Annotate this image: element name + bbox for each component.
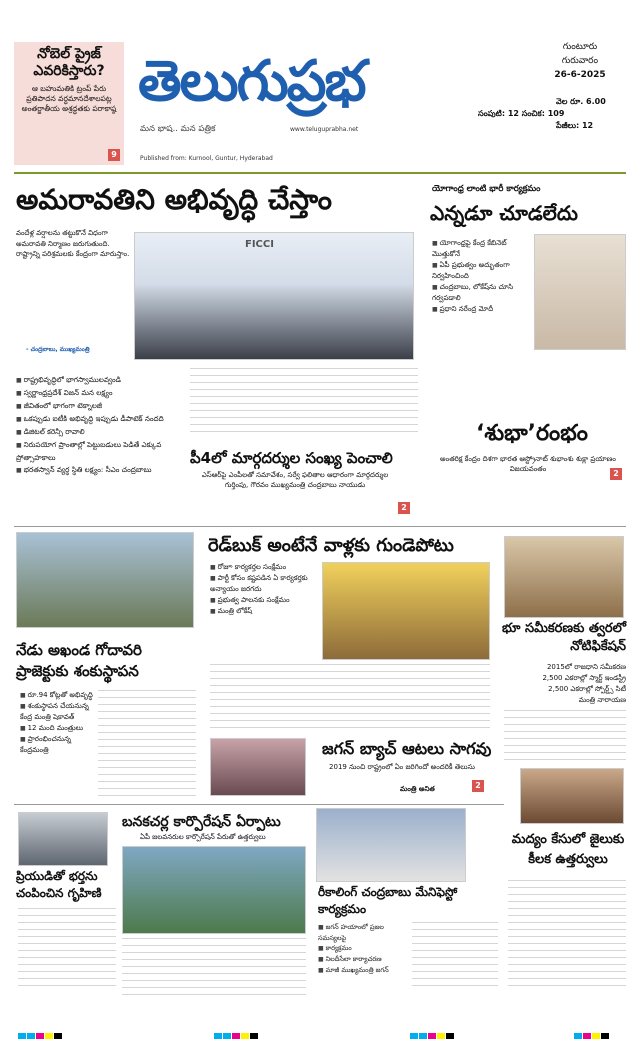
shubha-headline[interactable]: ‘శుభా’రంభం [476, 421, 588, 446]
priyudu-photo [18, 812, 108, 866]
modi-photo [534, 234, 626, 350]
land-body [504, 710, 626, 760]
redbook-headline[interactable]: రెడ్‌బుక్ అంటేనే వాళ్లకు గుండెపోటు [208, 535, 454, 556]
lead-bullet: ■ రాష్ట్రభివృద్ధిలో భాగస్వాములవ్వండి [16, 374, 186, 387]
godavari-bullet: ■ శంకుస్థాపన చేయనున్న కేంద్ర మంత్రి షెకావత్ [20, 701, 94, 723]
lead-quote-by: - చంద్రబాబు, ముఖ్యమంత్రి [26, 346, 90, 353]
godavari-body [98, 690, 196, 802]
lead-bullet: ■ జీవితంలో భాగంగా టెక్నాలజీ [16, 400, 186, 413]
section-rule [14, 526, 626, 527]
teaser-text: ఆ బహుమతికి ట్రంప్ పేరు ప్రతిపాదన వర్ధమానదేశాలపట్ల అంతర్జాతీయ అశ్రద్ధతకు పరాకాష్ఠ [21, 84, 117, 113]
section-rule-2 [14, 804, 504, 805]
published-line: Published from: Kurnool, Guntur, Hyderabad [140, 155, 273, 162]
redbook-bullet: ■ పార్టీ కోసం కష్టపడిన ఏ కార్యకర్తకు అన్యాయం జరగదు [210, 573, 320, 595]
redbook-bullets [210, 562, 320, 617]
dam-photo [122, 846, 306, 934]
redbook-photo [322, 562, 490, 660]
volume: సంపుటి: 12 సంచిక: 109 [478, 109, 565, 118]
price-block [478, 96, 640, 132]
land-line: మంత్రి నారాయణ [578, 696, 626, 704]
recalling-bullet: ■ జగన్ హయాంలో ప్రజల సమస్యలపై [318, 922, 408, 943]
lead-bullets [16, 374, 186, 477]
shubha-text: అంతరిక్ష కేంద్రం దిశగా భారత ఆస్ట్రోనాట్ శుభాంశు శుక్లా ప్రయాణం విజయవంతం [440, 455, 616, 473]
land-line: 2,500 ఎకరాల్లో స్పోర్ట్స్ సిటీ [548, 685, 626, 693]
liquor-body [508, 880, 626, 992]
tagline: మన భాష.. మన పత్రిక [140, 124, 216, 134]
lead-body-text [190, 368, 418, 438]
land-line: 2015లో రాజధాని సమీకరణ [546, 663, 626, 671]
p4-headline[interactable]: పీ4లో మార్గదర్శుల సంఖ్య పెంచాలి [190, 449, 393, 467]
day: గురువారం [561, 56, 599, 66]
lead-bullet: ■ భరతస్వాన్ వ్యర్థ స్థితి లక్ష్యం: సీఎం చంద్రబాబు [16, 464, 186, 477]
logo: తెలుగుప్రభ [138, 49, 365, 114]
liquor-headline[interactable]: మద్యం కేసులో జైలుకు కీలక ఉత్తర్వులు [511, 832, 625, 867]
recalling-headline[interactable]: రీకాలింగ్ చంద్రబాబు మేనిఫెస్టో కార్యక్రమం [318, 885, 458, 916]
teaser-box[interactable] [14, 42, 124, 165]
redbook-bullet: ■ మంత్రి లోకేష్ [210, 606, 320, 617]
modi-bullets [432, 238, 532, 315]
banakacherla-sub: ఏపీ జలవనరుల కార్పొరేషన్ పేరుతో ఉత్తర్వులు [140, 833, 266, 841]
teaser-title: నోబెల్ ప్రైజ్ ఎవరికిస్తారు? [33, 46, 105, 79]
jagan-by: మంత్రి అనిత [400, 785, 435, 793]
priyudu-headline[interactable]: ప్రియుడితో భర్తను చంపించిన గృహిణి [16, 869, 102, 900]
pages: పేజీలు: 12 [556, 121, 594, 130]
anitha-photo [210, 738, 306, 796]
modi-bullet: ■ యోగాంధ్రపై కేంద్ర కేబినెట్ మొత్తుకోనే [432, 238, 532, 260]
redbook-bullet: ■ ప్రభుత్వ పాలనకు సంక్షేమం [210, 595, 320, 606]
modi-headline[interactable]: ఎన్నడూ చూడలేదు [430, 201, 578, 225]
godavari-headline[interactable]: నేడు అఖండ గోదావరి ప్రాజెక్టుకు శంకుస్థాపన [16, 641, 142, 680]
lead-photo [134, 232, 414, 360]
ficci-label: FICCI [245, 239, 274, 250]
city: గుంటూరు [562, 42, 598, 52]
teaser-page: 9 [108, 149, 120, 161]
lead-bullet: ■ డిజిటల్ కరెన్సీ రావాలి [16, 426, 186, 439]
site-url[interactable]: www.teluguprabha.net [290, 126, 359, 133]
recalling-bullet: ■ మాజీ ముఖ్యమంత్రి జగన్ [318, 965, 408, 976]
godavari-photo [16, 532, 194, 628]
land-headline[interactable]: భూ సమీకరణకు త్వరలో నోటిఫికేషన్ [502, 621, 626, 654]
lead-bullet: ■ నిరుపయోగ ప్రాంతాల్లో పెట్టుబడులు పెడితే ఎక్కువ ప్రోత్సాహకాలు [16, 439, 186, 464]
modi-bullet: ■ ప్రధాని నరేంద్ర మోదీ [432, 304, 532, 315]
date: 26-6-2025 [554, 70, 606, 80]
jagan-photo [316, 808, 466, 882]
lead-headline[interactable]: అమరావతిని అభివృద్ధి చేస్తాం [16, 183, 332, 216]
price: వెల రూ. 6.00 [556, 97, 606, 106]
jagan-headline[interactable]: జగన్ బ్యాచ్ ఆటలు సాగవు [322, 739, 492, 758]
godavari-bullet: ■ ప్రారంభించనున్న కేంద్రమంత్రి [20, 734, 94, 756]
recalling-body [412, 922, 498, 992]
priyudu-body [18, 908, 116, 992]
color-registration-bar [214, 1024, 259, 1043]
land-lines [502, 662, 626, 706]
p4-text: ఎస్‌ఆర్‌పై ఎంపీలతో సమావేశం, సర్వే ఫలితాల ఆధారంగా మార్గదర్శుల గుర్తింపు, గౌరవం ముఖ్యమంత్రి చంద్రబాబు నాయుడు [201, 471, 389, 489]
liquor-photo [520, 768, 624, 824]
jagan-page: 2 [472, 780, 484, 792]
color-registration-bar [574, 1024, 610, 1043]
shubha-page: 2 [610, 468, 622, 480]
land-line: 2,500 ఎకరాల్లో స్మార్ట్ ఇండస్ట్రీ [542, 674, 626, 682]
masthead-rule [14, 172, 626, 174]
color-registration-bar [18, 1024, 63, 1043]
recalling-bullet: ■ నిలదీసేలా కార్యాచరణ [318, 954, 408, 965]
jagan-text: 2019 నుంచి రాష్ట్రంలో ఏం జరిగిందో అందరికీ తెలుసు [329, 763, 475, 771]
godavari-bullet: ■ 12 మంది మంత్రులు [20, 723, 94, 734]
date-block [530, 40, 630, 82]
lead-quote: వందేళ్ల వర్షాలను తట్టుకొనే విధంగా అమరావతి నిర్మాణం జరుగుతుంది. రాష్ట్రాన్ని పరిశ్రమలకు కేంద్రంగా మారుస్తాం. [16, 229, 130, 258]
minister-photo [504, 536, 624, 618]
lead-bullet: ■ ఒకప్పుడు ఐటీకి అభివృద్ధి ఇప్పుడు డీపాటెక్ నందది [16, 413, 186, 426]
redbook-body [210, 664, 490, 734]
banakacherla-body [122, 938, 306, 996]
banakacherla-headline[interactable]: బనకచర్ల కార్పొరేషన్ ఏర్పాటు [122, 814, 281, 830]
recalling-bullets [318, 922, 408, 976]
color-registration-bar [410, 1024, 455, 1043]
godavari-bullets [20, 690, 94, 756]
modi-bullet: ■ చంద్రబాబు, లోకేష్‌ను చూసి గర్వపడాలి [432, 282, 532, 304]
recalling-bullet: ■ కార్యక్రమం [318, 943, 408, 954]
modi-kicker: యోగాంధ్ర లాంటి భారీ కార్యక్రమం [432, 184, 541, 194]
p4-page: 2 [398, 502, 410, 514]
godavari-bullet: ■ రూ.94 కోట్లతో అభివృద్ధి [20, 690, 94, 701]
redbook-bullet: ■ రోజూ కార్యకర్తల సంక్షేమం [210, 562, 320, 573]
modi-bullet: ■ ఏపీ ప్రభుత్వం అద్భుతంగా నిర్వహించింది [432, 260, 532, 282]
lead-bullet: ■ స్వర్ణాంధ్రప్రదేశ్ విజన్ మన లక్ష్యం [16, 387, 186, 400]
